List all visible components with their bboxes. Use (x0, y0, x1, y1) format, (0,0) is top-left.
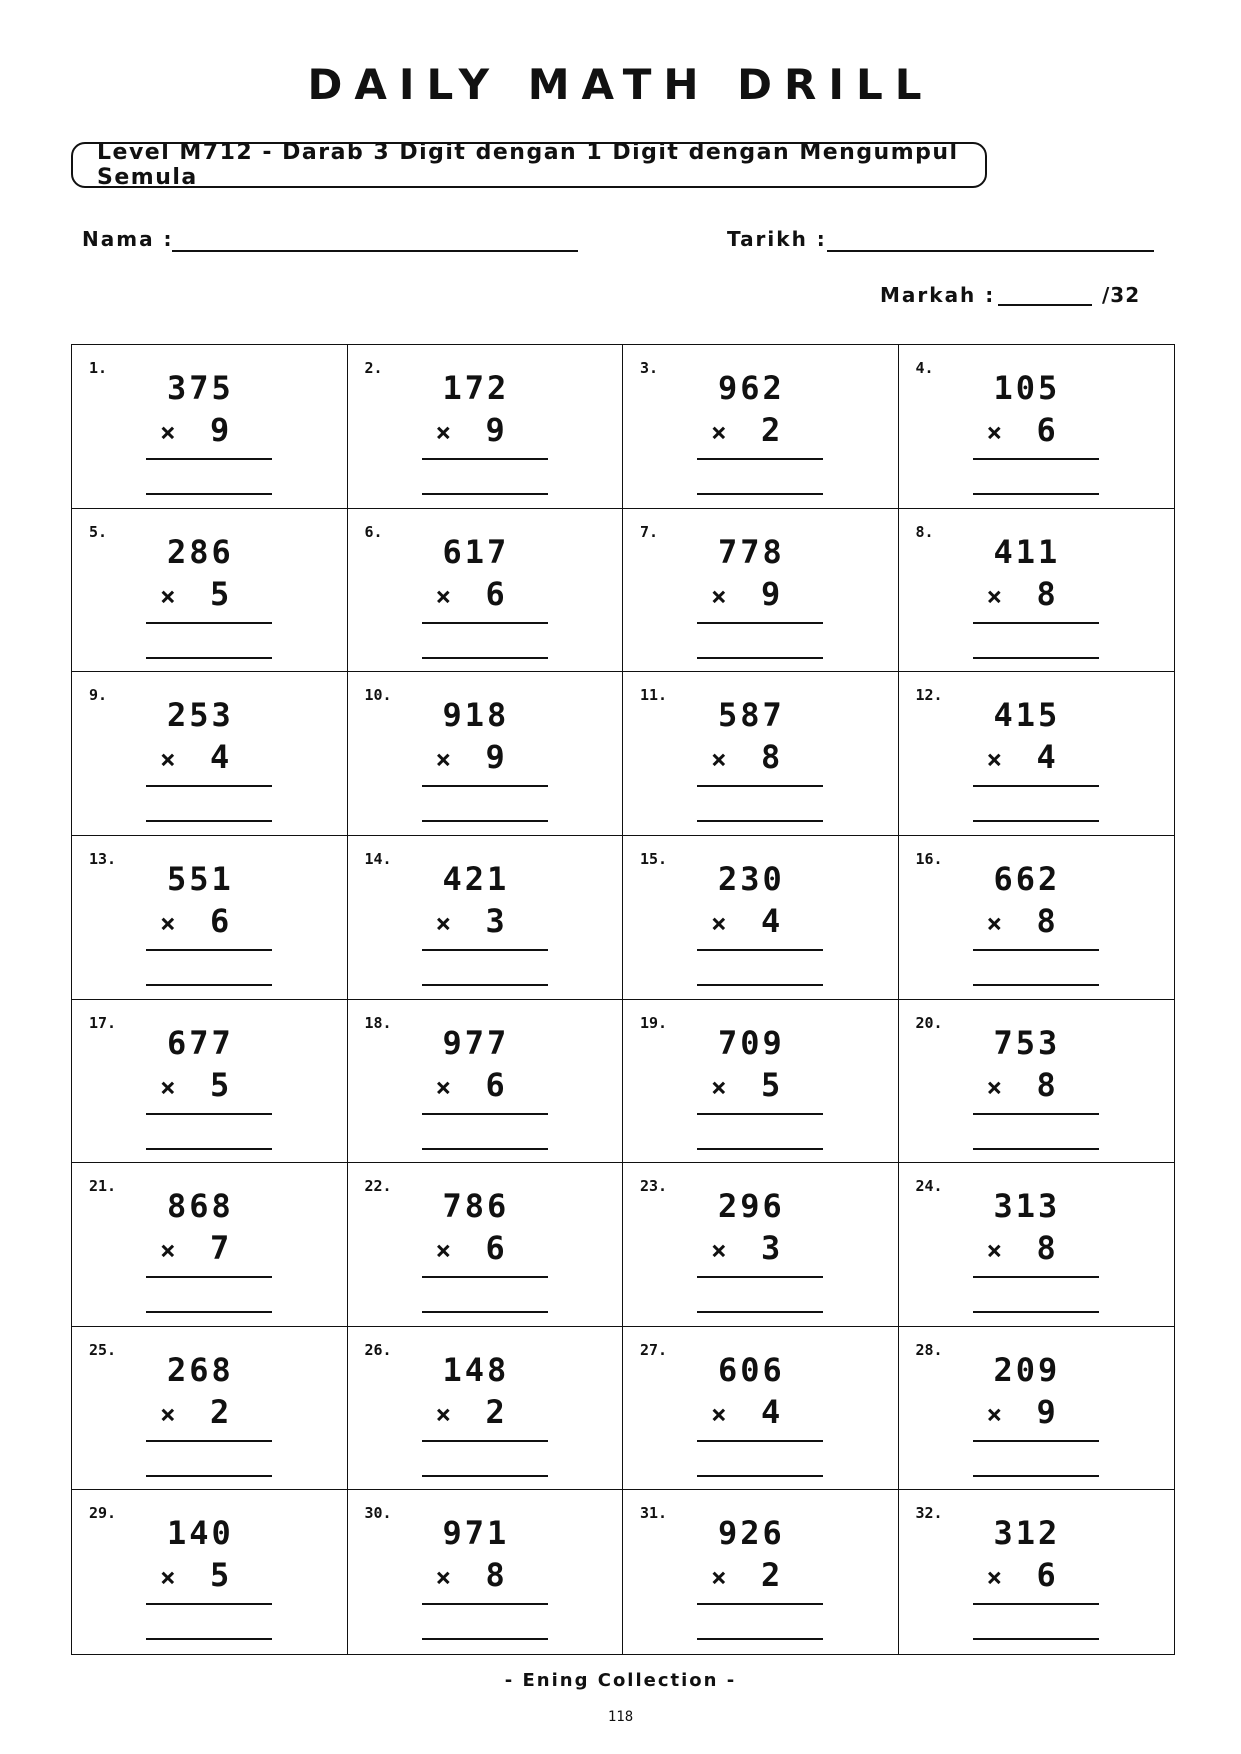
multiplier-row (987, 411, 1056, 449)
multiplier: 6 (485, 1229, 505, 1268)
problem-number: 5. (89, 522, 108, 541)
name-field-line[interactable] (172, 250, 578, 252)
operation-line (422, 1113, 548, 1115)
answer-line[interactable] (146, 1638, 272, 1640)
problem-number: 21. (89, 1177, 117, 1196)
answer-line[interactable] (146, 1311, 272, 1313)
problem-number: 16. (915, 849, 943, 868)
operation-line (422, 622, 548, 624)
answer-line[interactable] (422, 1638, 548, 1640)
multiplicand: 415 (993, 696, 1061, 735)
multiplicand: 172 (442, 369, 510, 407)
answer-line[interactable] (422, 657, 548, 659)
problem-cell (623, 836, 899, 1000)
problem-number: 20. (915, 1013, 943, 1032)
operation-line (146, 1113, 272, 1115)
operation-line (973, 1276, 1099, 1278)
name-label: Nama : (82, 227, 174, 251)
operation-line (146, 622, 272, 624)
problem-cell (899, 672, 1175, 836)
multiplier: 8 (1036, 901, 1056, 940)
operation-line (697, 785, 823, 787)
multiplicand: 313 (993, 1187, 1061, 1226)
page-title: DAILY MATH DRILL (307, 60, 934, 109)
answer-line[interactable] (973, 1148, 1099, 1150)
multiply-sign: × (160, 581, 176, 612)
multiplier-row (436, 1066, 505, 1104)
problem-cell (623, 1163, 899, 1327)
multiplicand: 268 (167, 1350, 234, 1389)
multiply-sign: × (986, 581, 1003, 612)
problem-number: 6. (364, 522, 383, 541)
multiplicand: 677 (167, 1023, 234, 1062)
answer-line[interactable] (973, 984, 1099, 986)
problem-cell (623, 1327, 899, 1491)
multiplier-row (160, 1229, 229, 1267)
answer-line[interactable] (697, 820, 823, 822)
problem-number: 2. (364, 359, 383, 377)
operation-line (697, 1440, 823, 1442)
answer-line[interactable] (973, 820, 1099, 822)
problem-number: 15. (640, 849, 668, 868)
answer-line[interactable] (146, 1148, 272, 1150)
problem-number: 9. (89, 686, 108, 705)
answer-line[interactable] (973, 1638, 1099, 1640)
operation-line (973, 949, 1099, 951)
multiplier-row (711, 1556, 780, 1594)
multiplier: 8 (485, 1556, 505, 1595)
marks-label: Markah : (880, 283, 996, 307)
problem-cell (72, 672, 348, 836)
operation-line (422, 1440, 548, 1442)
problem-number: 25. (89, 1340, 117, 1359)
answer-line[interactable] (697, 493, 823, 495)
problem-number: 27. (640, 1340, 668, 1359)
multiplicand: 778 (718, 532, 785, 571)
answer-line[interactable] (422, 820, 548, 822)
multiply-sign: × (435, 1563, 452, 1594)
operation-line (146, 1276, 272, 1278)
multiply-sign: × (986, 1563, 1003, 1594)
multiplicand: 786 (442, 1187, 510, 1226)
operation-line (422, 1603, 548, 1605)
multiply-sign: × (435, 1072, 452, 1103)
problem-number: 31. (640, 1504, 668, 1523)
multiply-sign: × (435, 1399, 452, 1430)
operation-line (973, 1440, 1099, 1442)
operation-line (697, 1603, 823, 1605)
problem-number: 12. (915, 686, 943, 705)
multiplier: 9 (485, 738, 505, 777)
multiplicand: 606 (718, 1350, 785, 1389)
multiply-sign: × (435, 418, 452, 448)
answer-line[interactable] (973, 1475, 1099, 1477)
multiplicand: 140 (167, 1514, 234, 1553)
multiplicand: 286 (167, 532, 234, 571)
answer-line[interactable] (697, 1148, 823, 1150)
answer-line[interactable] (697, 657, 823, 659)
problem-cell (348, 345, 624, 509)
multiplier-row (987, 1393, 1056, 1431)
problem-cell (899, 509, 1175, 673)
operation-line (697, 622, 823, 624)
multiplier: 6 (210, 901, 230, 940)
multiply-sign: × (711, 908, 727, 939)
problem-number: 7. (640, 522, 659, 541)
multiplier: 8 (1036, 574, 1056, 613)
multiplier-row (436, 1229, 505, 1267)
problem-cell (623, 509, 899, 673)
answer-line[interactable] (422, 1148, 548, 1150)
problem-cell (899, 1327, 1175, 1491)
multiply-sign: × (986, 1072, 1003, 1103)
multiplier: 5 (210, 1065, 230, 1104)
operation-line (422, 949, 548, 951)
multiply-sign: × (160, 1563, 176, 1594)
multiply-sign: × (711, 581, 727, 612)
problem-number: 18. (364, 1013, 392, 1032)
problem-number: 23. (640, 1177, 668, 1196)
problem-cell (899, 1163, 1175, 1327)
multiplier-row (711, 1229, 780, 1267)
multiplier: 6 (1036, 411, 1056, 449)
multiply-sign: × (711, 1236, 727, 1267)
problem-cell (348, 836, 624, 1000)
answer-line[interactable] (697, 1638, 823, 1640)
multiplier-row (987, 1229, 1056, 1267)
problem-number: 10. (364, 686, 392, 705)
multiply-sign: × (711, 745, 727, 776)
multiplicand: 551 (167, 859, 234, 898)
answer-line[interactable] (146, 984, 272, 986)
multiplicand: 105 (993, 369, 1061, 407)
answer-line[interactable] (973, 657, 1099, 659)
multiplicand: 662 (993, 859, 1061, 898)
multiplicand: 617 (442, 532, 510, 571)
problem-number: 32. (915, 1504, 943, 1523)
multiplicand: 918 (442, 696, 510, 735)
multiplier-row (711, 575, 780, 613)
multiply-sign: × (435, 745, 452, 776)
multiply-sign: × (160, 1072, 176, 1103)
operation-line (697, 458, 823, 460)
problem-cell (72, 1327, 348, 1491)
multiply-sign: × (986, 908, 1003, 939)
problem-cell (348, 1163, 624, 1327)
multiplier-row (436, 902, 505, 940)
multiplier: 5 (210, 1556, 230, 1595)
multiplicand: 296 (718, 1187, 785, 1226)
operation-line (422, 458, 548, 460)
multiplicand: 971 (442, 1514, 510, 1553)
operation-line (146, 949, 272, 951)
operation-line (422, 785, 548, 787)
problem-cell (899, 1490, 1175, 1654)
problem-cell (348, 509, 624, 673)
problem-number: 28. (915, 1340, 943, 1359)
multiplier: 3 (761, 1229, 781, 1268)
multiply-sign: × (160, 418, 176, 448)
multiplier: 9 (485, 411, 505, 449)
operation-line (422, 1276, 548, 1278)
multiply-sign: × (435, 581, 452, 612)
problem-cell (72, 1490, 348, 1654)
multiplier: 2 (210, 1392, 230, 1431)
operation-line (973, 785, 1099, 787)
problem-number: 19. (640, 1013, 668, 1032)
multiplicand: 868 (167, 1187, 234, 1226)
multiplier-row (436, 575, 505, 613)
multiplicand: 209 (993, 1350, 1061, 1389)
answer-line[interactable] (973, 1311, 1099, 1313)
collection-footer: - Ening Collection - (504, 1670, 737, 1691)
answer-line[interactable] (697, 984, 823, 986)
operation-line (697, 1113, 823, 1115)
multiplier-row (436, 1556, 505, 1594)
multiplier-row (160, 1393, 229, 1431)
multiply-sign: × (986, 418, 1003, 448)
problem-number: 14. (364, 849, 392, 868)
multiplier-row (436, 411, 505, 449)
problem-cell (899, 1000, 1175, 1164)
operation-line (146, 785, 272, 787)
multiply-sign: × (711, 1563, 727, 1594)
operation-line (697, 1276, 823, 1278)
multiplier-row (711, 1066, 780, 1104)
multiply-sign: × (160, 1236, 176, 1267)
multiplier: 4 (761, 1392, 781, 1431)
problem-cell (623, 672, 899, 836)
multiply-sign: × (435, 908, 452, 939)
problem-cell (72, 509, 348, 673)
multiplier: 6 (1036, 1556, 1056, 1595)
answer-line[interactable] (146, 493, 272, 495)
operation-line (973, 622, 1099, 624)
operation-line (973, 458, 1099, 460)
operation-line (973, 1603, 1099, 1605)
answer-line[interactable] (422, 984, 548, 986)
problem-cell (899, 836, 1175, 1000)
multiplier: 8 (761, 738, 781, 777)
multiplier: 3 (485, 901, 505, 940)
multiplicand: 753 (993, 1023, 1061, 1062)
problem-cell (348, 1000, 624, 1164)
multiplicand: 587 (718, 696, 785, 735)
operation-line (973, 1113, 1099, 1115)
multiplier-row (711, 1393, 780, 1431)
multiplicand: 709 (718, 1023, 785, 1062)
level-description (71, 142, 987, 188)
problem-cell (899, 345, 1175, 509)
multiply-sign: × (160, 908, 176, 939)
operation-line (697, 949, 823, 951)
problem-cell (623, 1490, 899, 1654)
problem-cell (72, 1000, 348, 1164)
operation-line (146, 1440, 272, 1442)
problem-number: 30. (364, 1504, 392, 1523)
multiplier: 8 (1036, 1229, 1056, 1268)
problem-cell (348, 672, 624, 836)
multiplier: 8 (1036, 1065, 1056, 1104)
multiplier-row (711, 738, 780, 776)
multiplier-row (987, 738, 1056, 776)
multiplicand: 148 (442, 1350, 510, 1389)
multiplier: 7 (210, 1229, 230, 1268)
multiply-sign: × (986, 1399, 1003, 1430)
multiply-sign: × (711, 1072, 727, 1103)
multiplier-row (160, 902, 229, 940)
problem-cell (348, 1327, 624, 1491)
problem-cell (348, 1490, 624, 1654)
multiplier-row (711, 902, 780, 940)
multiplier: 2 (485, 1392, 505, 1431)
multiplicand: 926 (718, 1514, 785, 1553)
problem-grid (71, 344, 1175, 1655)
multiplier: 4 (761, 901, 781, 940)
operation-line (146, 1603, 272, 1605)
multiplicand: 962 (718, 369, 785, 407)
problem-number: 1. (89, 359, 108, 377)
problem-number: 3. (640, 359, 659, 377)
answer-line[interactable] (146, 1475, 272, 1477)
answer-line[interactable] (697, 1475, 823, 1477)
date-label: Tarikh : (727, 227, 827, 251)
multiplicand: 253 (167, 696, 234, 735)
problem-number: 8. (915, 522, 934, 541)
problem-cell (72, 836, 348, 1000)
problem-number: 13. (89, 849, 117, 868)
answer-line[interactable] (973, 493, 1099, 495)
level-label: Level M712 - Darab 3 Digit dengan 1 Digit dengan Mengumpul Semula (97, 140, 959, 190)
multiplier: 4 (210, 738, 230, 777)
multiplier-row (987, 902, 1056, 940)
multiplicand: 411 (993, 532, 1061, 571)
marks-total: /32 (1102, 283, 1141, 307)
multiplier: 5 (210, 574, 230, 613)
problem-cell (72, 1163, 348, 1327)
answer-line[interactable] (146, 820, 272, 822)
problem-cell (623, 345, 899, 509)
problem-cell (72, 345, 348, 509)
multiplier: 5 (761, 1065, 781, 1104)
multiply-sign: × (986, 745, 1003, 776)
multiplicand: 375 (167, 369, 234, 407)
multiplier-row (160, 738, 229, 776)
multiplier-row (160, 1066, 229, 1104)
multiply-sign: × (160, 1399, 176, 1430)
answer-line[interactable] (422, 493, 548, 495)
problem-number: 11. (640, 686, 668, 705)
multiplier: 6 (485, 1065, 505, 1104)
multiply-sign: × (986, 1236, 1003, 1267)
multiplier: 9 (1036, 1392, 1056, 1431)
operation-line (146, 458, 272, 460)
multiplicand: 230 (718, 859, 785, 898)
answer-line[interactable] (697, 1311, 823, 1313)
multiplier-row (160, 575, 229, 613)
problem-number: 26. (364, 1340, 392, 1359)
multiply-sign: × (711, 418, 727, 448)
multiplier-row (987, 575, 1056, 613)
multiplier-row (987, 1556, 1056, 1594)
multiplicand: 421 (442, 859, 510, 898)
problem-number: 22. (364, 1177, 392, 1196)
multiplier-row (436, 1393, 505, 1431)
multiplier: 9 (210, 411, 230, 449)
multiplier: 2 (761, 411, 781, 449)
answer-line[interactable] (422, 1311, 548, 1313)
multiplier-row (436, 738, 505, 776)
multiplier-row (987, 1066, 1056, 1104)
answer-line[interactable] (422, 1475, 548, 1477)
multiplier: 6 (485, 574, 505, 613)
answer-line[interactable] (146, 657, 272, 659)
multiply-sign: × (711, 1399, 727, 1430)
problem-number: 17. (89, 1013, 117, 1032)
multiplier: 4 (1036, 738, 1056, 777)
multiplicand: 312 (993, 1514, 1061, 1553)
marks-field-line[interactable] (998, 304, 1092, 306)
problem-number: 24. (915, 1177, 943, 1196)
date-field-line[interactable] (827, 250, 1154, 252)
multiplicand: 977 (442, 1023, 510, 1062)
problem-number: 4. (915, 359, 934, 377)
page-number: 118 (607, 1709, 634, 1725)
multiplier-row (160, 1556, 229, 1594)
multiplier: 2 (761, 1556, 781, 1595)
multiply-sign: × (160, 745, 176, 776)
multiplier: 9 (761, 574, 781, 613)
multiply-sign: × (435, 1236, 452, 1267)
multiplier-row (711, 411, 780, 449)
multiplier-row (160, 411, 229, 449)
problem-cell (623, 1000, 899, 1164)
problem-number: 29. (89, 1504, 117, 1523)
